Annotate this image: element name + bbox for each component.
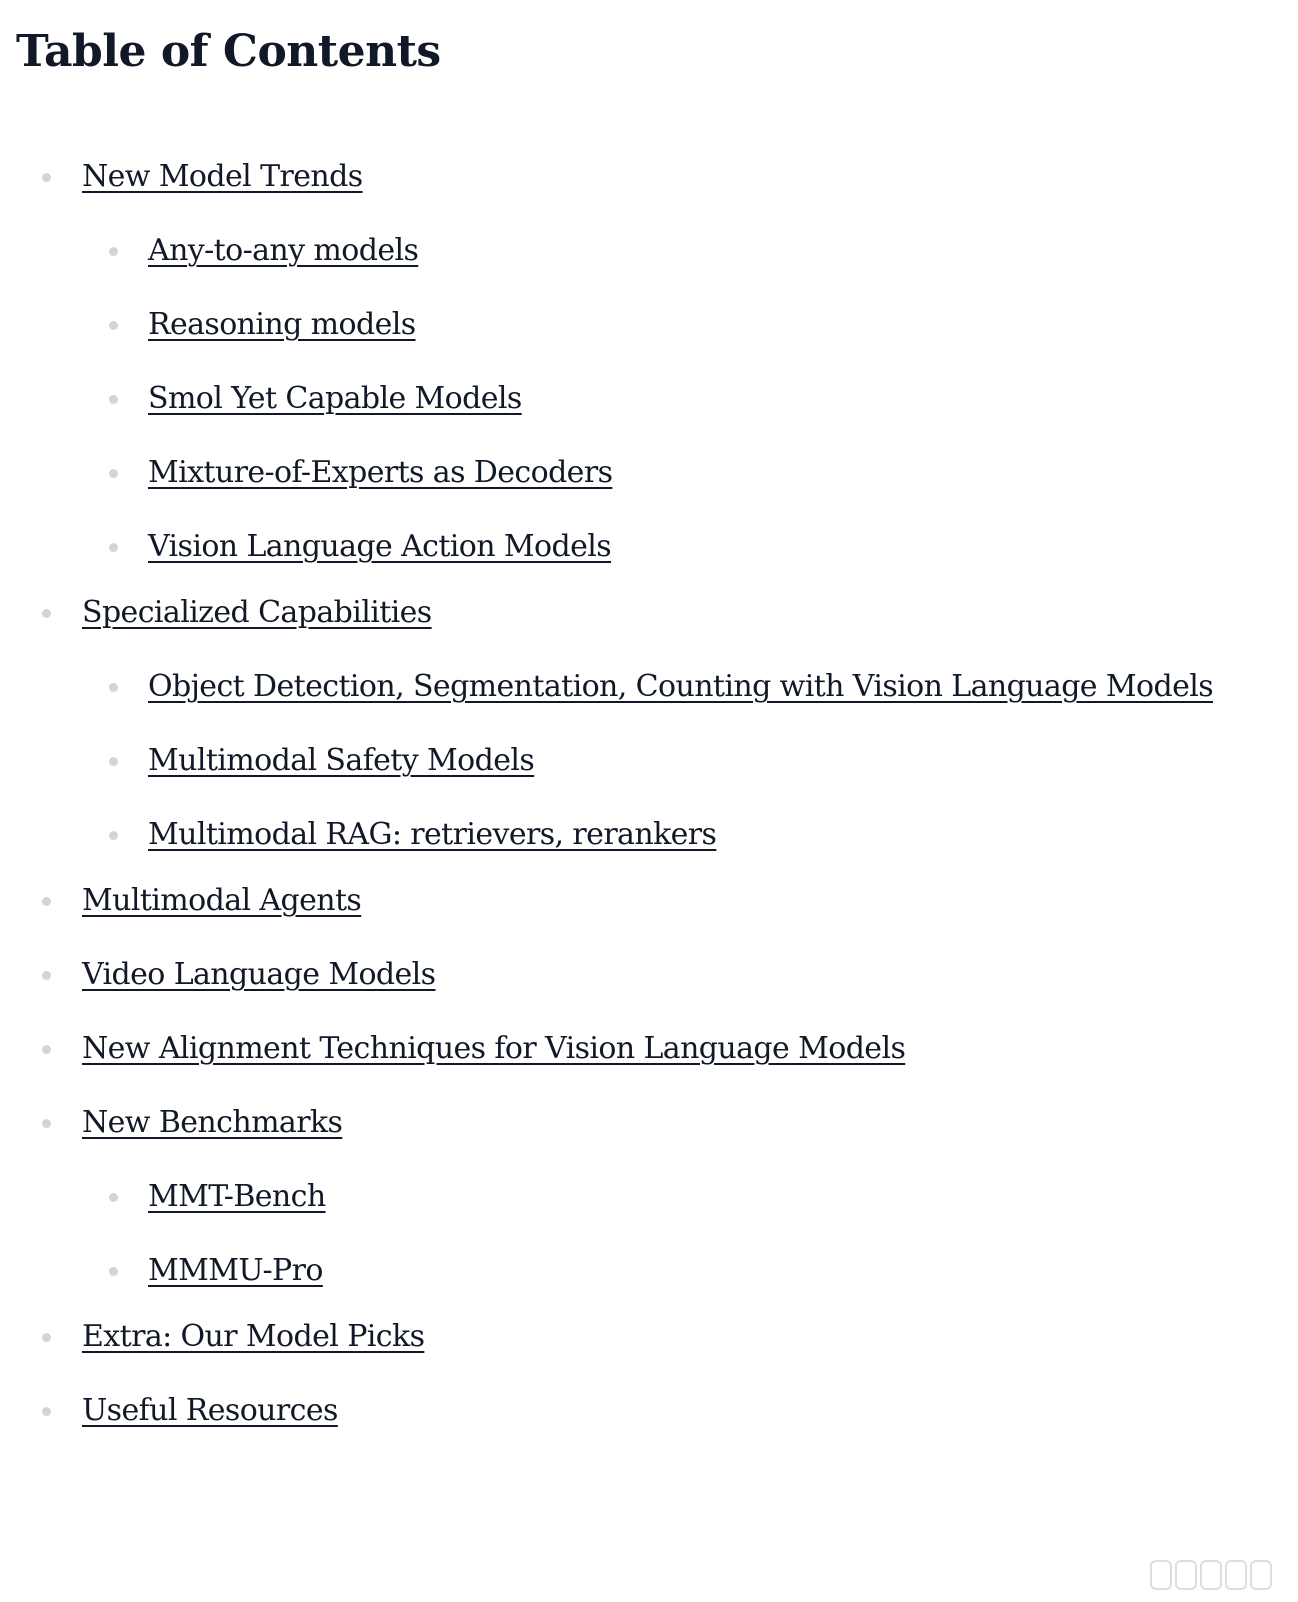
- toc-subitem-moe: [82, 448, 1298, 497]
- toc-subitem-object-detection: [82, 662, 1298, 711]
- toc-link-useful-resources[interactable]: Useful Resources: [82, 1393, 338, 1428]
- toc-subitem-any-to-any: [82, 226, 1298, 275]
- toc-item-specialized-capabilities: [0, 588, 1298, 859]
- corner-watermark-icon: [1150, 1560, 1272, 1590]
- toc-link-new-alignment-techniques[interactable]: New Alignment Techniques for Vision Language Models: [82, 1031, 906, 1066]
- toc-subitem-mmt-bench: [82, 1172, 1298, 1221]
- toc-link-multimodal-rag[interactable]: Multimodal RAG: retrievers, rerankers: [148, 817, 717, 852]
- toc-subitem-vla: [82, 522, 1298, 571]
- bullet-icon: [42, 897, 51, 906]
- page-title: Table of Contents: [16, 26, 441, 77]
- bullet-icon: [42, 1119, 51, 1128]
- bullet-icon: [109, 831, 118, 840]
- bullet-icon: [42, 173, 51, 182]
- table-of-contents: [0, 152, 1298, 1460]
- bullet-icon: [42, 1407, 51, 1416]
- toc-subitem-multimodal-rag: [82, 810, 1298, 859]
- bullet-icon: [42, 1333, 51, 1342]
- toc-link-vision-language-action-models[interactable]: Vision Language Action Models: [148, 529, 612, 564]
- toc-sublist: [82, 226, 1298, 571]
- bullet-icon: [42, 1045, 51, 1054]
- toc-item-multimodal-agents: [0, 876, 1298, 925]
- toc-item-new-model-trends: [0, 152, 1298, 571]
- toc-link-new-model-trends[interactable]: New Model Trends: [82, 159, 363, 194]
- toc-subitem-reasoning: [82, 300, 1298, 349]
- toc-item-new-benchmarks: [0, 1098, 1298, 1295]
- bullet-icon: [109, 1193, 118, 1202]
- bullet-icon: [109, 757, 118, 766]
- toc-link-mmmu-pro[interactable]: MMMU-Pro: [148, 1253, 323, 1288]
- toc-item-useful-resources: [0, 1386, 1298, 1435]
- bullet-icon: [109, 321, 118, 330]
- bullet-icon: [109, 1267, 118, 1276]
- bullet-icon: [109, 543, 118, 552]
- toc-sublist: [82, 1172, 1298, 1295]
- toc-item-video-language-models: [0, 950, 1298, 999]
- toc-sublist: [82, 662, 1298, 859]
- bullet-icon: [42, 609, 51, 618]
- toc-link-video-language-models[interactable]: Video Language Models: [82, 957, 436, 992]
- bullet-icon: [109, 683, 118, 692]
- toc-subitem-smol: [82, 374, 1298, 423]
- toc-link-mmt-bench[interactable]: MMT-Bench: [148, 1179, 326, 1214]
- bullet-icon: [109, 395, 118, 404]
- toc-list: [0, 152, 1298, 1435]
- bullet-icon: [109, 469, 118, 478]
- toc-link-new-benchmarks[interactable]: New Benchmarks: [82, 1105, 343, 1140]
- bullet-icon: [42, 971, 51, 980]
- toc-subitem-mmmu-pro: [82, 1246, 1298, 1295]
- toc-link-reasoning-models[interactable]: Reasoning models: [148, 307, 416, 342]
- bullet-icon: [109, 247, 118, 256]
- toc-link-smol-yet-capable-models[interactable]: Smol Yet Capable Models: [148, 381, 522, 416]
- toc-item-new-alignment-techniques: [0, 1024, 1298, 1073]
- toc-subitem-multimodal-safety: [82, 736, 1298, 785]
- toc-link-multimodal-safety-models[interactable]: Multimodal Safety Models: [148, 743, 535, 778]
- toc-link-specialized-capabilities[interactable]: Specialized Capabilities: [82, 595, 432, 630]
- toc-link-any-to-any-models[interactable]: Any-to-any models: [148, 233, 419, 268]
- toc-link-multimodal-agents[interactable]: Multimodal Agents: [82, 883, 362, 918]
- toc-link-object-detection[interactable]: Object Detection, Segmentation, Counting with Vision Language Models: [148, 669, 1214, 704]
- toc-link-mixture-of-experts[interactable]: Mixture-of-Experts as Decoders: [148, 455, 613, 490]
- toc-item-extra-model-picks: [0, 1312, 1298, 1361]
- toc-link-extra-model-picks[interactable]: Extra: Our Model Picks: [82, 1319, 425, 1354]
